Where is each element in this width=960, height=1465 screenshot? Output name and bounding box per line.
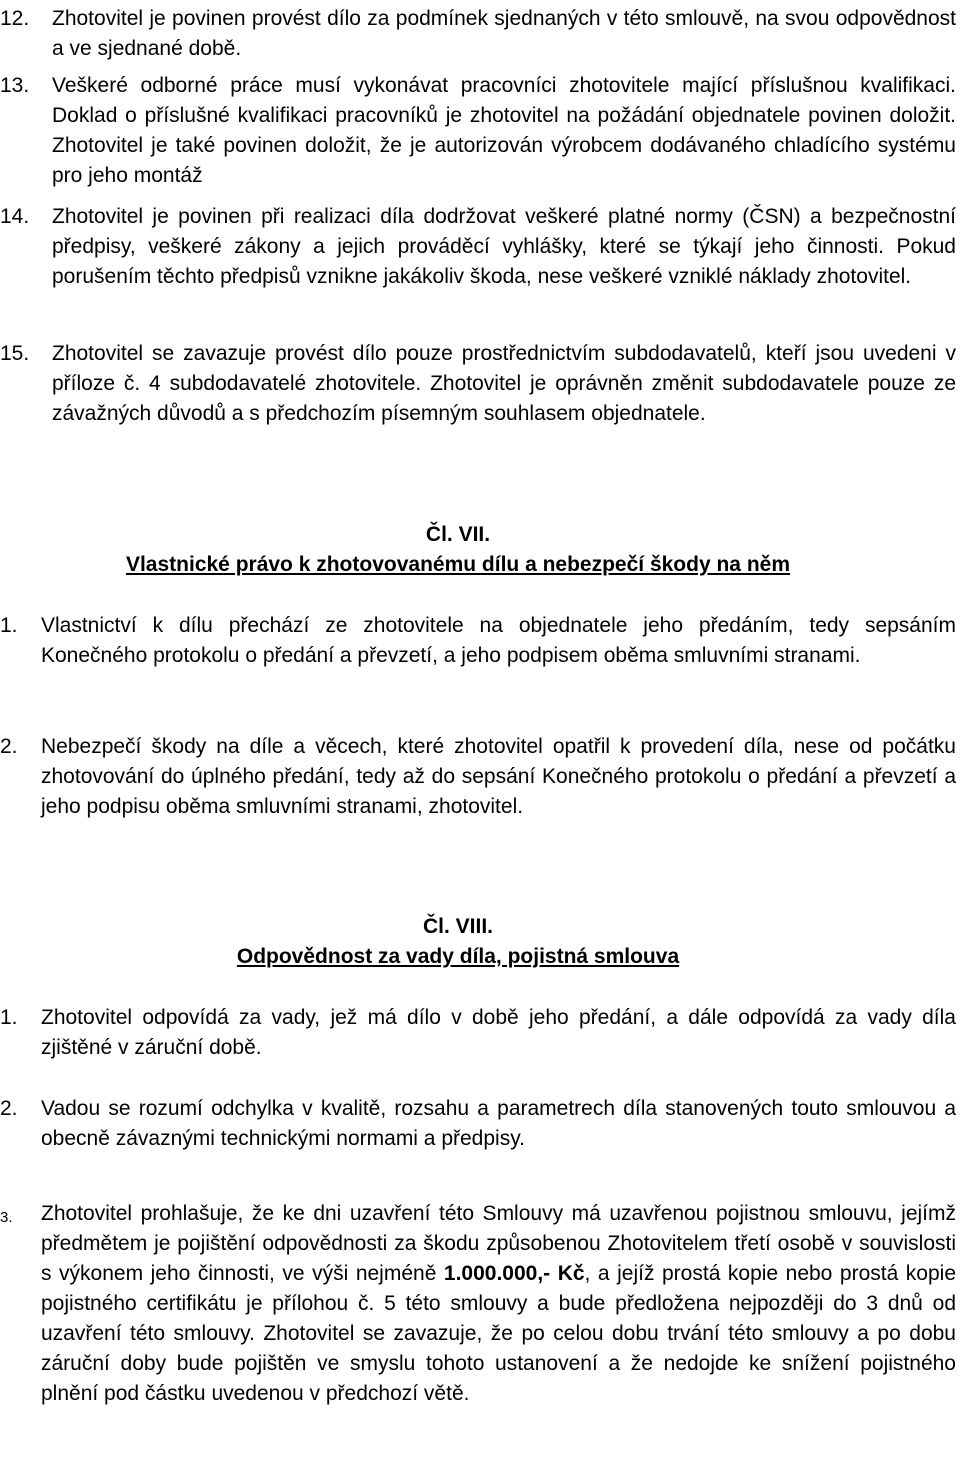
clause-number: 13. xyxy=(0,74,30,97)
section-7-clause-2 xyxy=(0,732,956,822)
clause-text: Zhotovitel je povinen při realizaci díla dodržovat veškeré platné normy (ČSN) a bezpečnostní předpisy, veškeré zákony a jejich prováděcí vyhlášky, které se týkají jeho činnosti. Pokud porušením těchto předpisů vznikne jakákoliv škoda, nese veškeré vzniklé náklady zhotovitel. xyxy=(52,205,956,288)
clause-15 xyxy=(0,339,956,429)
section-7-clause-1 xyxy=(0,611,956,671)
clause-number: 12. xyxy=(0,7,30,30)
clause-text: Zhotovitel odpovídá za vady, jež má dílo v době jeho předání, a dále odpovídá za vady díla zjištěné v záruční době. xyxy=(41,1006,956,1059)
clause-14 xyxy=(0,202,956,292)
section-8-clause-3 xyxy=(0,1199,956,1409)
clause-12 xyxy=(0,4,956,64)
clause-text: Veškeré odborné práce musí vykonávat pracovníci zhotovitele mající příslušnou kvalifikaci. Doklad o příslušné kvalifikaci pracovníků je zhotovitel na požádání objednatele povinen doložit. Zhotovitel je také povinen doložit, že je autorizován výrobcem dodávaného chladícího systému pro jeho montáž xyxy=(52,74,956,187)
clause-13 xyxy=(0,71,956,191)
section-8-clause-1 xyxy=(0,1003,956,1063)
clause-text: Vadou se rozumí odchylka v kvalitě, rozsahu a parametrech díla stanovených touto smlouvou a obecně závaznými technickými normami a předpisy. xyxy=(41,1097,956,1150)
clause-number: 1. xyxy=(0,614,18,637)
clause-text: Zhotovitel je povinen provést dílo za podmínek sjednaných v této smlouvě, na svou odpovědnost a ve sjednané době. xyxy=(52,7,956,60)
section-8-number: Čl. VIII. xyxy=(422,915,493,938)
section-7-number: Čl. VII. xyxy=(425,523,491,546)
clause-number: 14. xyxy=(0,205,30,228)
clause-number: 2. xyxy=(0,1097,18,1120)
insured-amount: 1.000.000,- Kč xyxy=(443,1262,585,1285)
clause-text: Zhotovitel se zavazuje provést dílo pouze prostřednictvím subdodavatelů, kteří jsou uvedeni v příloze č. 4 subdodavatelé zhotovitele. Zhotovitel je oprávněn změnit subdodavatele pouze ze závažných důvodů a s předchozím písemným souhlasem objednatele. xyxy=(52,342,956,425)
clause-number: 15. xyxy=(0,342,30,365)
clause-text: Vlastnictví k dílu přechází ze zhotovitele na objednatele jeho předáním, tedy sepsáním Konečného protokolu o předání a převzetí, a jeho podpisem oběma smluvními stranami. xyxy=(41,614,956,667)
section-8-title: Odpovědnost za vady díla, pojistná smlouva xyxy=(236,945,680,968)
clause-number: 1. xyxy=(0,1006,18,1029)
section-7-title: Vlastnické právo k zhotovovanému dílu a nebezpečí škody na něm xyxy=(125,553,791,576)
clause-number: 3. xyxy=(0,1209,13,1226)
clause-text: Zhotovitel prohlašuje, že ke dni uzavření této Smlouvy má uzavřenou pojistnou smlouvu, jejímž předmětem je pojištění odpovědnosti za škodu způsobenou Zhotovitelem třetí osobě v souvislosti s výkonem jeho činnosti, ve výši nejméně 1.000.000,- Kč, a jejíž prostá kopie nebo prostá kopie pojistného certifikátu je přílohou č. 5 této smlouvy a bude předložena nejpozději do 3 dnů od uzavření této smlouvy. Zhotovitel se zavazuje, že po celou dobu trvání této smlouvy a po dobu záruční doby bude pojištěn ve smyslu tohoto ustanovení a že nedojde ke snížení pojistného plnění pod částku uvedenou v předchozí větě. xyxy=(41,1202,956,1405)
clause-text: Nebezpečí škody na díle a věcech, které zhotovitel opatřil k provedení díla, nese od počátku zhotovování do úplného předání, tedy až do sepsání Konečného protokolu o předání a převzetí a jeho podpisu oběma smluvními stranami, zhotovitel. xyxy=(41,735,956,818)
clause-number: 2. xyxy=(0,735,18,758)
section-8-clause-2 xyxy=(0,1094,956,1154)
